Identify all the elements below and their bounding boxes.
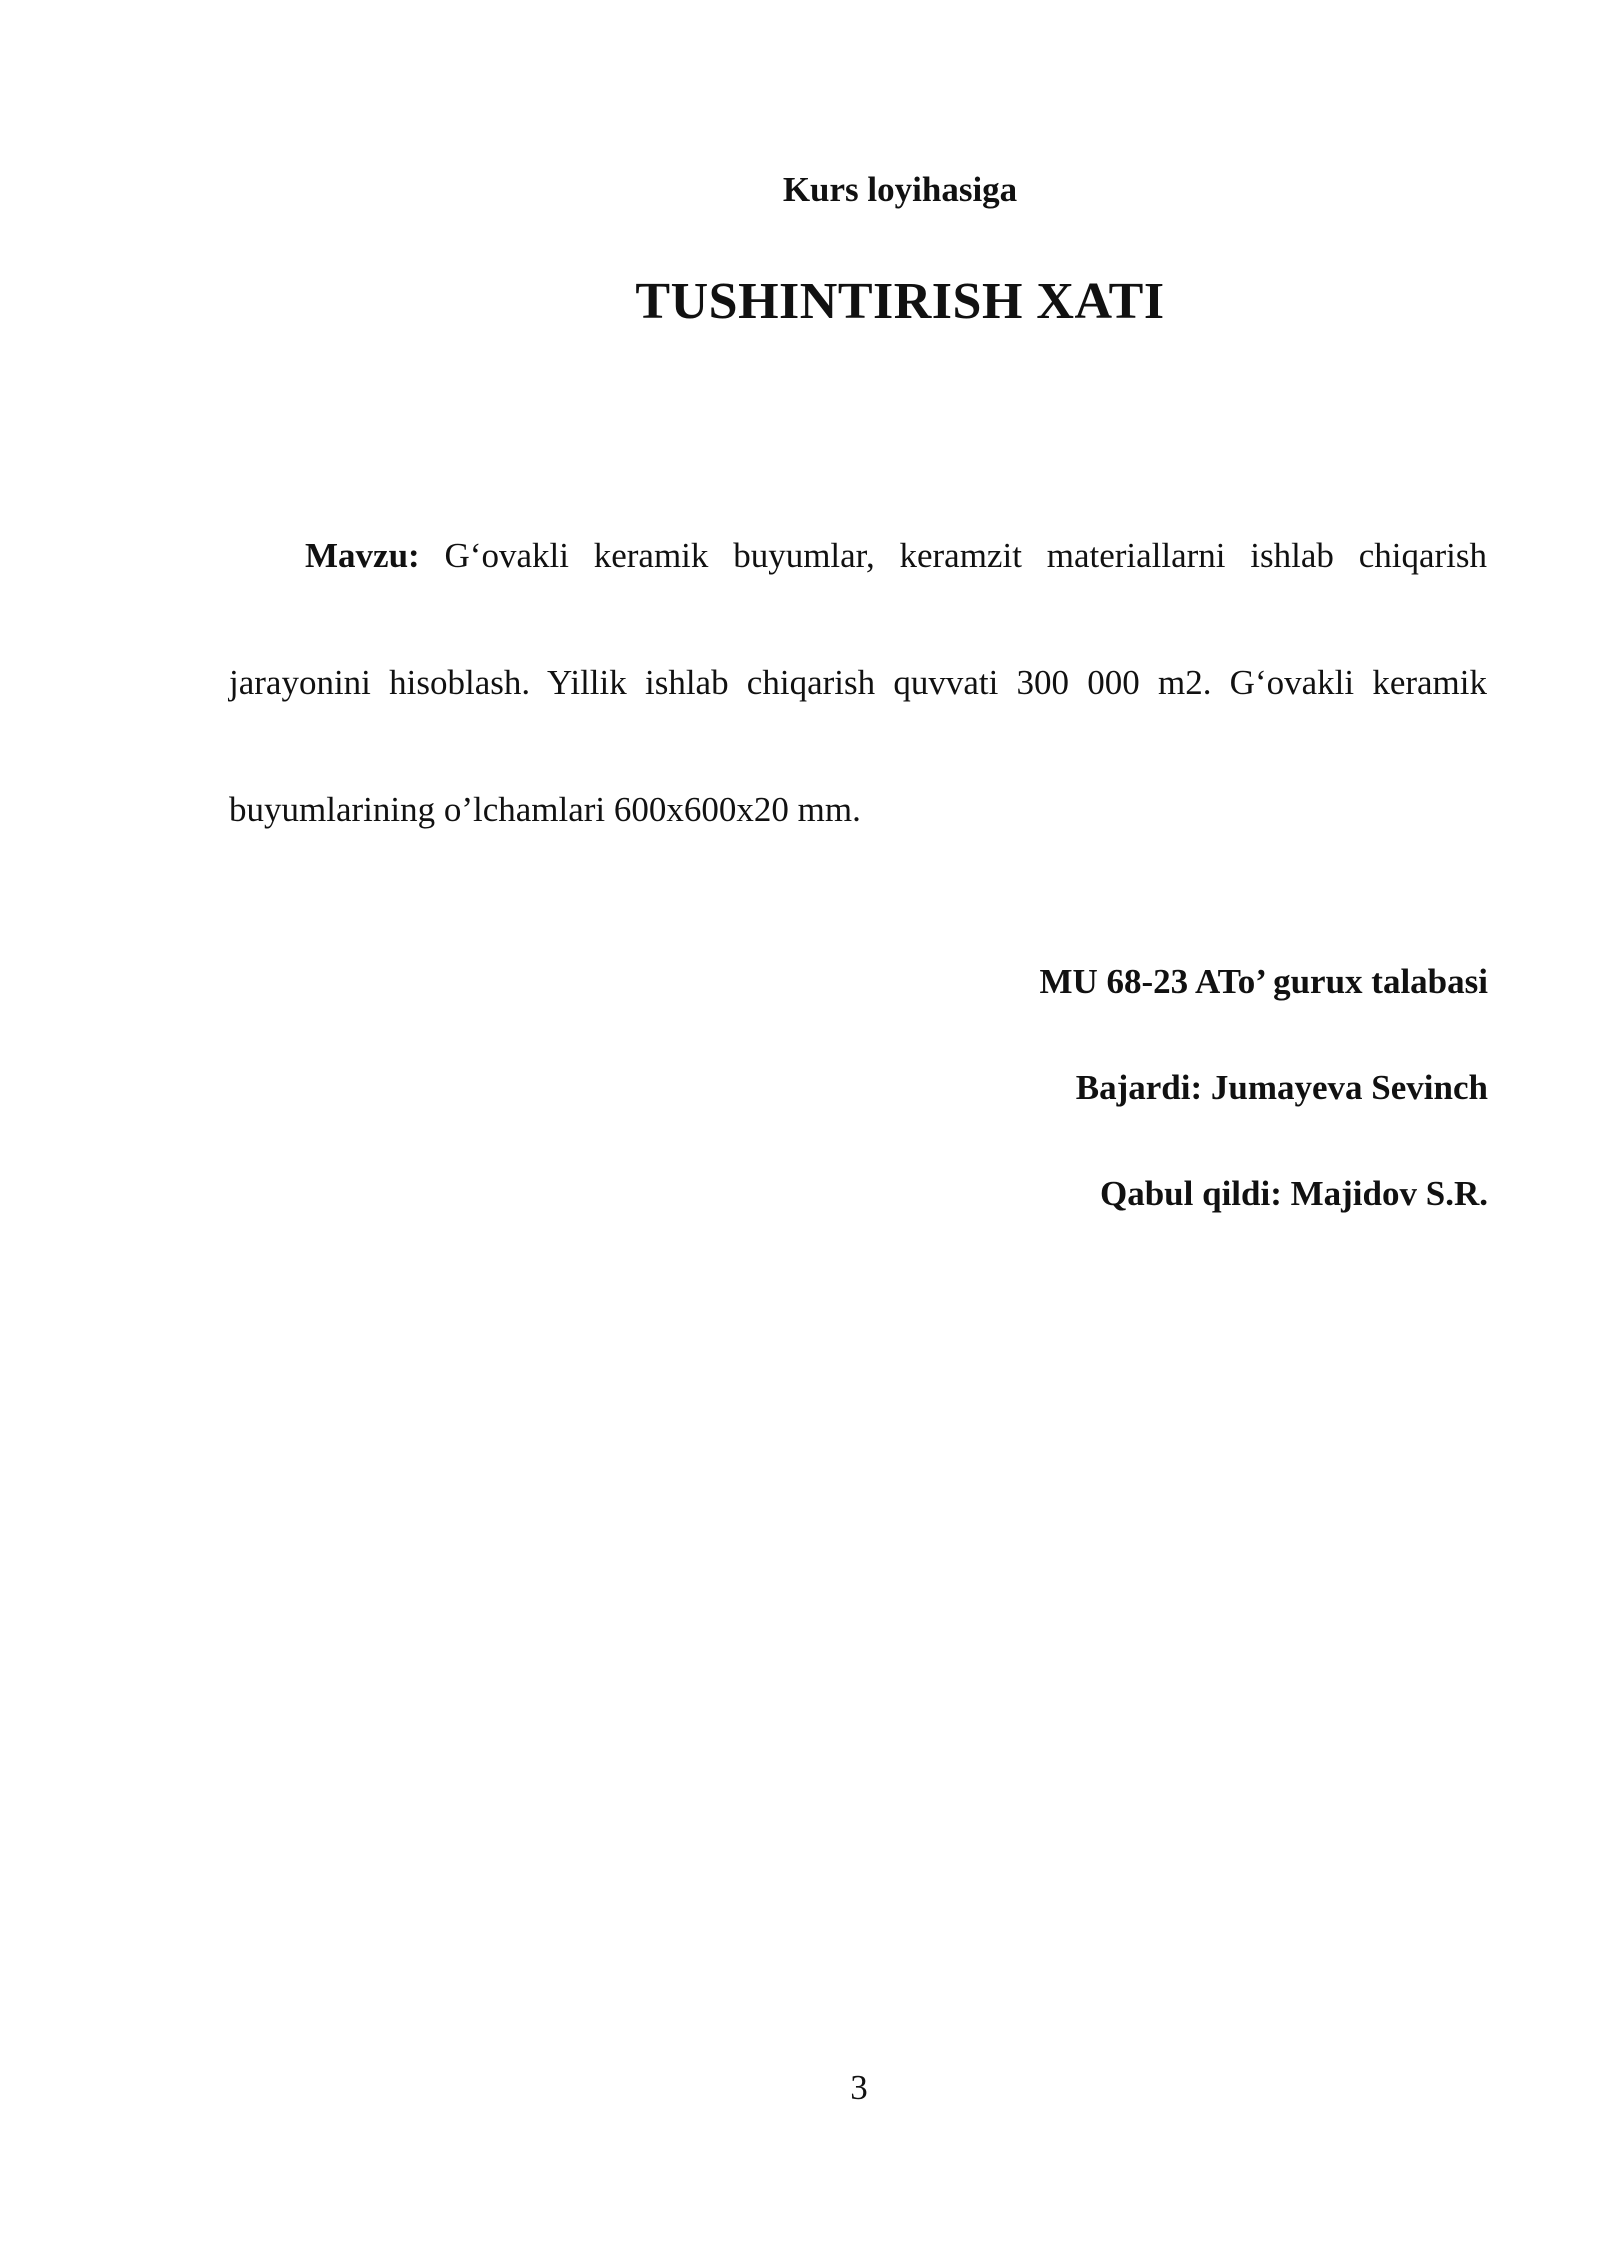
document-title: TUSHINTIRISH XATI [635,273,1165,330]
accepted-by-line: Qabul qildi: Majidov S.R. [1099,1174,1488,1213]
topic-label: Mavzu: [305,536,420,575]
document-subtitle: Kurs loyihasiga [782,170,1018,209]
student-group-line: MU 68-23 ATo’ gurux talabasi [1039,962,1488,1001]
performed-by-line: Bajardi: Jumayeva Sevinch [1075,1068,1488,1107]
topic-paragraph [229,492,1487,873]
topic-text: G‘ovakli keramik buyumlar, keramzit materiallarni ishlab chiqarish jarayonini hisoblash. Yillik ishlab chiqarish quvvati 300 000 m2. G‘ovakli keramik buyumlarining o’lchamlari 600x600x20 mm. [229,536,1488,829]
page-number: 3 [850,2068,868,2107]
